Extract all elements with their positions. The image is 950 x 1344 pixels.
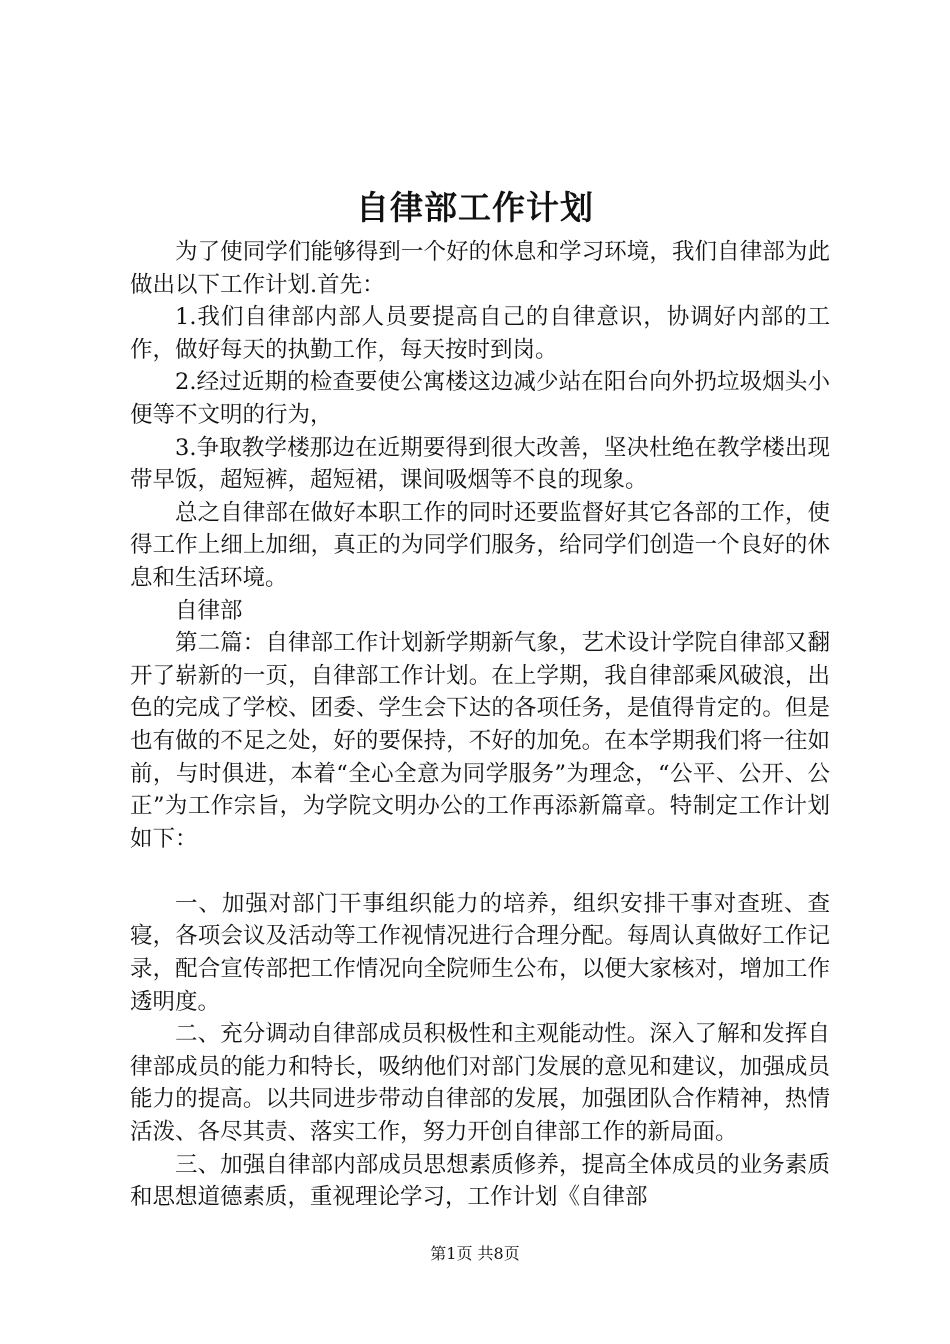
- paragraph-item-3: 3.争取教学楼那边在近期要得到很大改善，坚决杜绝在教学楼出现带早饭，超短裤，超短裙，课间吸烟等不良的现象。: [130, 434, 830, 494]
- paragraph-summary: 总之自律部在做好本职工作的同时还要监督好其它各部的工作，使得工作上细上加细，真正的为同学们服务，给同学们创造一个良好的休息和生活环境。: [130, 499, 830, 591]
- paragraph-section-2: 二、充分调动自律部成员积极性和主观能动性。深入了解和发挥自律部成员的能力和特长，吸纳他们对部门发展的意见和建议，加强成员能力的提高。以共同进步带动自律部的发展，加强团队合作精神，热情活泼、各尽其责、落实工作，努力开创自律部工作的新局面。: [130, 1021, 830, 1146]
- paragraph-section-1: 一、加强对部门干事组织能力的培养，组织安排干事对查班、查寝，各项会议及活动等工作视情况进行合理分配。每周认真做好工作记录，配合宣传部把工作情况向全院师生公布，以便大家核对，增加工作透明度。: [130, 890, 830, 1015]
- document-title: 自律部工作计划: [356, 188, 594, 227]
- paragraph-section-3: 三、加强自律部内部成员思想素质修养，提高全体成员的业务素质和思想道德素质，重视理论学习，工作计划《自律部: [130, 1151, 830, 1211]
- paragraph-item-2: 2.经过近期的检查要使公寓楼这边减少站在阳台向外扔垃圾烟头小便等不文明的行为，: [130, 369, 830, 428]
- paragraph-item-1: 1.我们自律部内部人员要提高自己的自律意识，协调好内部的工作，做好每天的执勤工作，每天按时到岗。: [130, 304, 830, 363]
- document-body: [130, 236, 830, 1214]
- page-indicator: 第1页 共8页: [430, 1244, 520, 1263]
- paragraph-intro: 为了使同学们能够得到一个好的休息和学习环境，我们自律部为此做出以下工作计划.首先：: [130, 239, 830, 298]
- paragraph-second-article: 第二篇：自律部工作计划新学期新气象，艺术设计学院自律部又翻开了崭新的一页，自律部工作计划。在上学期，我自律部乘风破浪，出色的完成了学校、团委、学生会下达的各项任务，是值得肯定的。但是也有做的不足之处，好的要保持，不好的加免。在本学期我们将一往如前，与时俱进，本着“全心全意为同学服务”为理念，“公平、公开、公正”为工作宗旨，为学院文明办公的工作再添新篇章。特制定工作计划如下：: [130, 630, 830, 852]
- paragraph-signature: 自律部: [175, 597, 243, 624]
